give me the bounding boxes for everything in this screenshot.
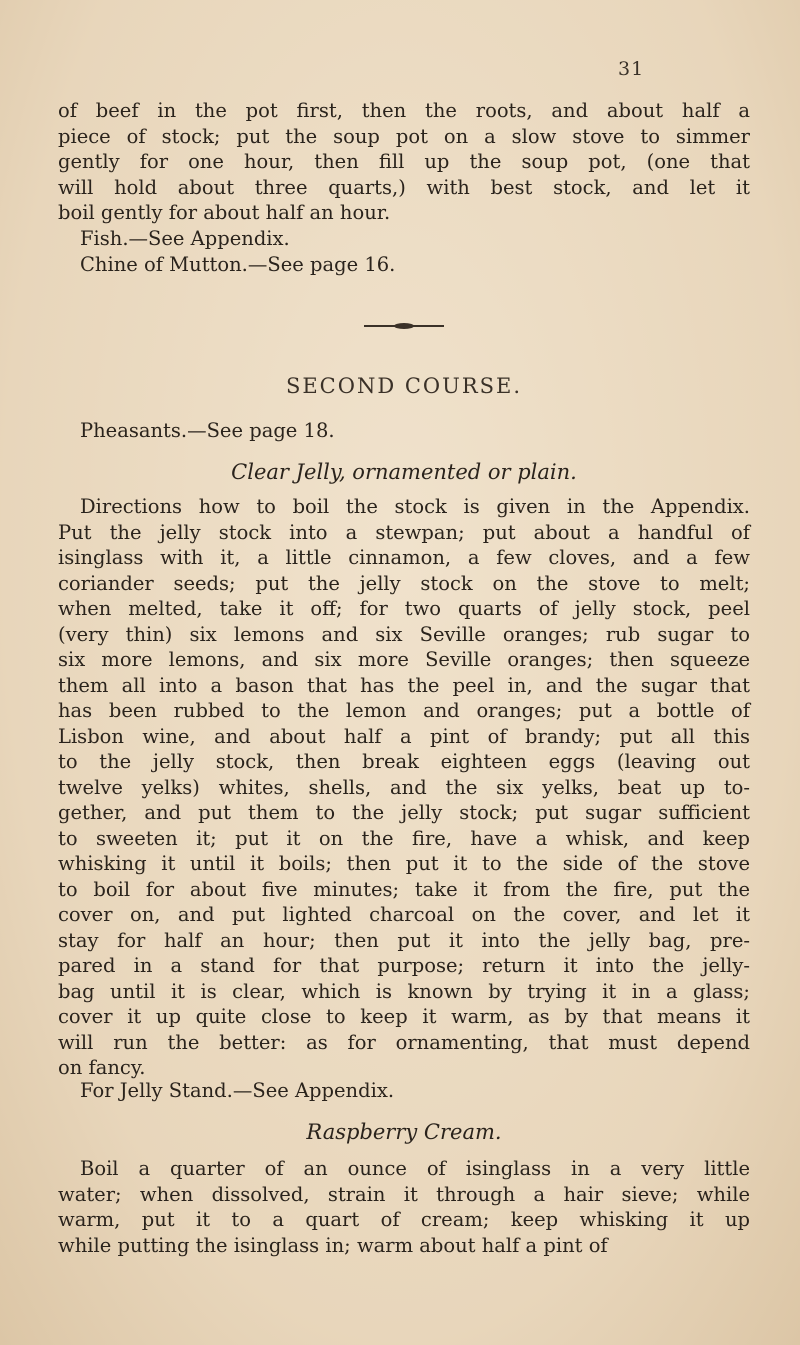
text-line: piece of stock; put the soup pot on a slow stove to simmer	[58, 124, 750, 148]
jelly-stand-line: For Jelly Stand.—See Appendix.	[80, 1079, 395, 1102]
text-line: while putting the isinglass in; warm about half a pint of	[58, 1233, 608, 1257]
section-heading: SECOND COURSE.	[285, 374, 523, 398]
text-line: coriander seeds; put the jelly stock on the stove to melt;	[58, 571, 750, 595]
text-line: Directions how to boil the stock is given in the Appendix.	[80, 495, 750, 518]
text-line: warm, put it to a quart of cream; keep whisking it up	[58, 1208, 750, 1231]
chine-line: Chine of Mutton.—See page 16.	[80, 253, 396, 276]
text-line: gether, and put them to the jelly stock; put sugar sufficient	[58, 801, 750, 824]
text-line: isinglass with it, a little cinnamon, a few cloves, and a few	[58, 546, 750, 569]
chine-reference	[58, 252, 750, 278]
text-line: cover it up quite close to keep it warm, as by that means it	[58, 1005, 750, 1028]
text-line: to boil for about five minutes; take it from the fire, put the	[58, 877, 750, 901]
text-line: pared in a stand for that purpose; return it into the jelly-	[58, 954, 750, 977]
jelly-title: Clear Jelly, ornamented or plain.	[231, 460, 577, 484]
page-number: 31	[618, 58, 645, 80]
text-line: six more lemons, and six more Seville oranges; then squeeze	[58, 648, 750, 671]
raspberry-title: Raspberry Cream.	[306, 1120, 502, 1144]
fish-line: Fish.—See Appendix.	[80, 227, 290, 250]
text-line: when melted, take it off; for two quarts of jelly stock, peel	[58, 597, 750, 620]
text-line: stay for half an hour; then put it into the jelly bag, pre-	[58, 928, 750, 952]
text-line: has been rubbed to the lemon and oranges; put a bottle of	[58, 699, 750, 722]
jelly-paragraph	[58, 494, 750, 1081]
text-line: water; when dissolved, strain it through a hair sieve; while	[58, 1182, 750, 1206]
text-line: boil gently for about half an hour.	[58, 201, 391, 224]
text-line: of beef in the pot first, then the roots, and about half a	[58, 99, 750, 122]
text-line: to sweeten it; put it on the fire, have a whisk, and keep	[58, 826, 750, 850]
text-line: to the jelly stock, then break eighteen eggs (leaving out	[58, 750, 750, 773]
text-line: cover on, and put lighted charcoal on the cover, and let it	[58, 903, 750, 926]
text-line: twelve yelks) whites, shells, and the six yelks, beat up to-	[58, 775, 750, 799]
text-line: gently for one hour, then fill up the soup pot, (one that	[58, 150, 750, 173]
intro-paragraph	[58, 98, 750, 226]
text-line: on fancy.	[58, 1056, 146, 1079]
raspberry-paragraph	[58, 1156, 750, 1258]
text-line: them all into a bason that has the peel in, and the sugar that	[58, 673, 750, 697]
text-line: (very thin) six lemons and six Seville oranges; rub sugar to	[58, 622, 750, 646]
jelly-stand-reference	[58, 1078, 750, 1104]
text-line: whisking it until it boils; then put it to the side of the stove	[58, 852, 750, 875]
text-line: bag until it is clear, which is known by trying it in a glass;	[58, 979, 750, 1003]
fish-reference	[58, 226, 750, 252]
text-line: will run the better: as for ornamenting, that must depend	[58, 1030, 750, 1054]
pheasants-reference	[58, 418, 750, 444]
ornamental-rule	[364, 325, 444, 327]
pheasants-line: Pheasants.—See page 18.	[80, 419, 335, 442]
text-line: will hold about three quarts,) with best stock, and let it	[58, 175, 750, 199]
text-line: Boil a quarter of an ounce of isinglass in a very little	[80, 1157, 750, 1180]
text-line: Put the jelly stock into a stewpan; put about a handful of	[58, 520, 750, 544]
text-line: Lisbon wine, and about half a pint of brandy; put all this	[58, 724, 750, 748]
